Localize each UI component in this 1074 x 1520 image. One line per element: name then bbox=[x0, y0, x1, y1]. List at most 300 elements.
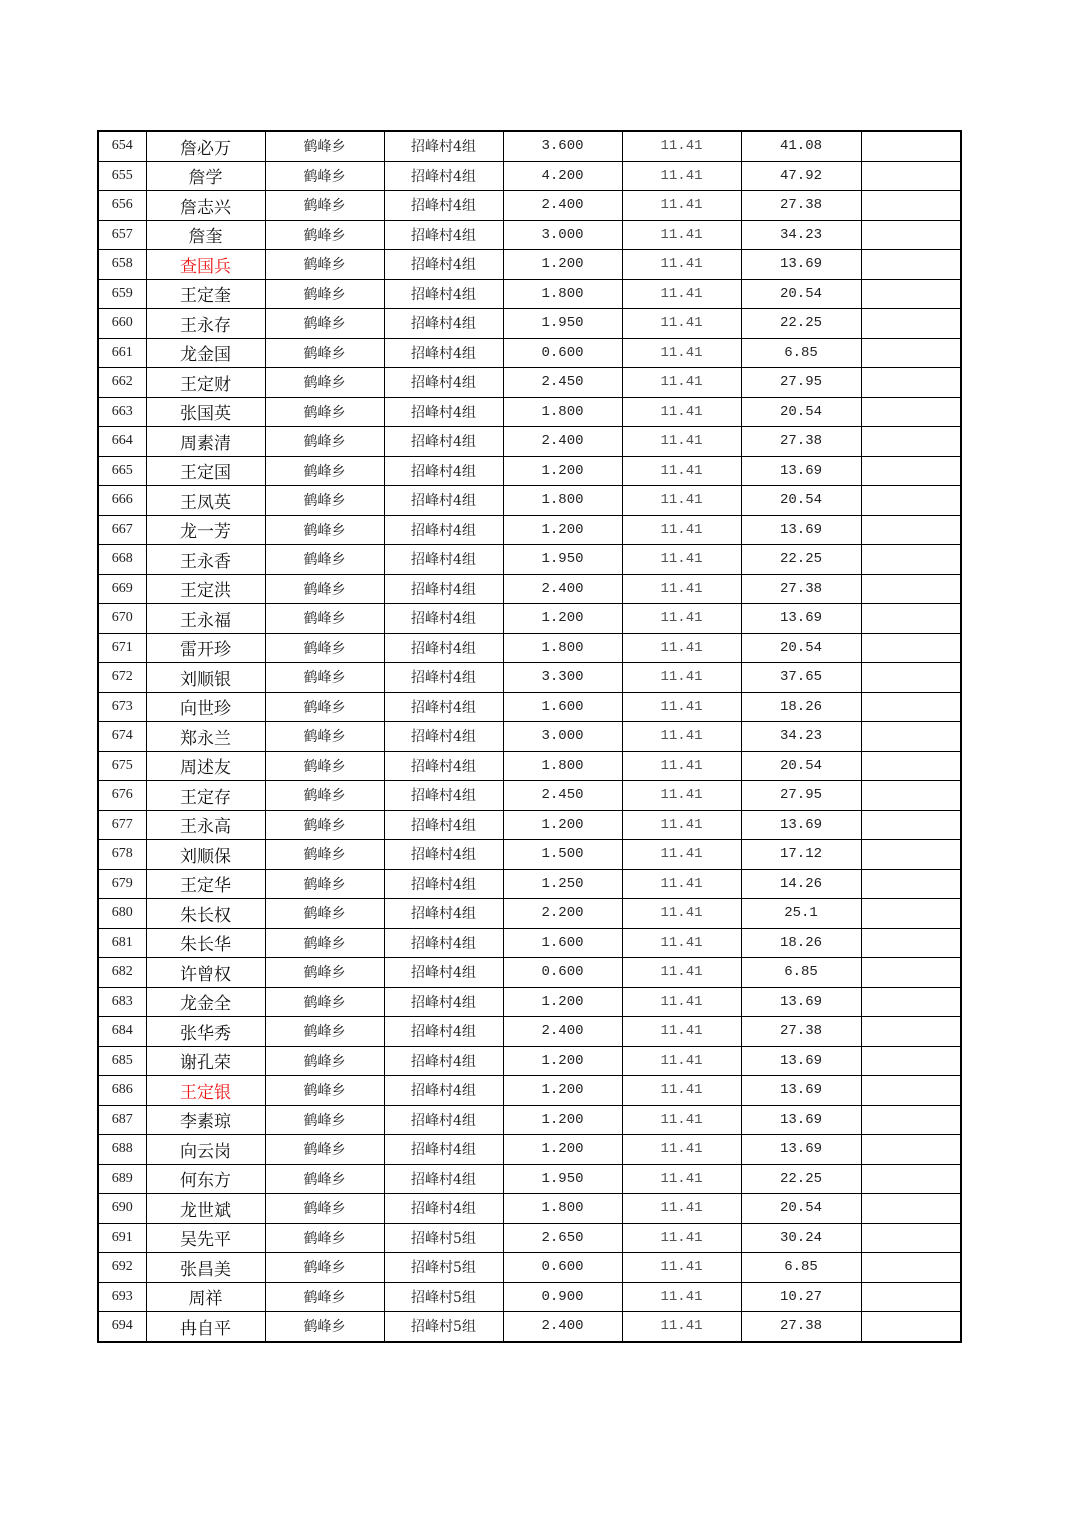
remark-cell bbox=[861, 309, 961, 339]
township-cell: 鹤峰乡 bbox=[265, 368, 384, 398]
village-group-cell: 招峰村4组 bbox=[384, 1017, 503, 1047]
township-cell: 鹤峰乡 bbox=[265, 987, 384, 1017]
remark-cell bbox=[861, 486, 961, 516]
township-cell: 鹤峰乡 bbox=[265, 840, 384, 870]
amount-cell: 47.92 bbox=[741, 161, 861, 191]
rate-cell: 11.41 bbox=[622, 958, 741, 988]
table-row bbox=[98, 633, 961, 663]
area-cell: 4.200 bbox=[503, 161, 622, 191]
village-group-cell: 招峰村4组 bbox=[384, 781, 503, 811]
rate-cell: 11.41 bbox=[622, 279, 741, 309]
table-row bbox=[98, 840, 961, 870]
rate-cell: 11.41 bbox=[622, 1046, 741, 1076]
rate-cell: 11.41 bbox=[622, 810, 741, 840]
area-cell: 3.000 bbox=[503, 722, 622, 752]
remark-cell bbox=[861, 191, 961, 221]
rate-cell: 11.41 bbox=[622, 781, 741, 811]
table-row bbox=[98, 1046, 961, 1076]
township-cell: 鹤峰乡 bbox=[265, 1312, 384, 1342]
name-cell: 詹奎 bbox=[146, 220, 265, 250]
remark-cell bbox=[861, 840, 961, 870]
remark-cell bbox=[861, 958, 961, 988]
township-cell: 鹤峰乡 bbox=[265, 338, 384, 368]
remark-cell bbox=[861, 397, 961, 427]
area-cell: 1.200 bbox=[503, 1105, 622, 1135]
area-cell: 1.950 bbox=[503, 545, 622, 575]
area-cell: 2.450 bbox=[503, 368, 622, 398]
township-cell: 鹤峰乡 bbox=[265, 810, 384, 840]
area-cell: 1.800 bbox=[503, 279, 622, 309]
table-row bbox=[98, 722, 961, 752]
rate-cell: 11.41 bbox=[622, 692, 741, 722]
name-cell: 詹学 bbox=[146, 161, 265, 191]
township-cell: 鹤峰乡 bbox=[265, 220, 384, 250]
amount-cell: 20.54 bbox=[741, 751, 861, 781]
remark-cell bbox=[861, 279, 961, 309]
area-cell: 1.200 bbox=[503, 987, 622, 1017]
name-cell: 张华秀 bbox=[146, 1017, 265, 1047]
name-cell: 李素琼 bbox=[146, 1105, 265, 1135]
amount-cell: 13.69 bbox=[741, 250, 861, 280]
village-group-cell: 招峰村4组 bbox=[384, 250, 503, 280]
township-cell: 鹤峰乡 bbox=[265, 191, 384, 221]
township-cell: 鹤峰乡 bbox=[265, 161, 384, 191]
amount-cell: 22.25 bbox=[741, 1164, 861, 1194]
area-cell: 3.000 bbox=[503, 220, 622, 250]
rate-cell: 11.41 bbox=[622, 515, 741, 545]
village-group-cell: 招峰村4组 bbox=[384, 220, 503, 250]
table-row bbox=[98, 1282, 961, 1312]
amount-cell: 13.69 bbox=[741, 515, 861, 545]
rate-cell: 11.41 bbox=[622, 751, 741, 781]
village-group-cell: 招峰村4组 bbox=[384, 574, 503, 604]
township-cell: 鹤峰乡 bbox=[265, 131, 384, 161]
village-group-cell: 招峰村4组 bbox=[384, 810, 503, 840]
area-cell: 1.500 bbox=[503, 840, 622, 870]
township-cell: 鹤峰乡 bbox=[265, 279, 384, 309]
rate-cell: 11.41 bbox=[622, 574, 741, 604]
rate-cell: 11.41 bbox=[622, 250, 741, 280]
amount-cell: 13.69 bbox=[741, 1105, 861, 1135]
rate-cell: 11.41 bbox=[622, 840, 741, 870]
name-cell: 王定奎 bbox=[146, 279, 265, 309]
name-cell: 吴先平 bbox=[146, 1223, 265, 1253]
name-cell: 许曾权 bbox=[146, 958, 265, 988]
township-cell: 鹤峰乡 bbox=[265, 958, 384, 988]
area-cell: 2.200 bbox=[503, 899, 622, 929]
village-group-cell: 招峰村4组 bbox=[384, 1135, 503, 1165]
rate-cell: 11.41 bbox=[622, 663, 741, 693]
table-row bbox=[98, 161, 961, 191]
remark-cell bbox=[861, 1164, 961, 1194]
name-cell: 王凤英 bbox=[146, 486, 265, 516]
table-row bbox=[98, 869, 961, 899]
remark-cell bbox=[861, 427, 961, 457]
area-cell: 3.600 bbox=[503, 131, 622, 161]
remark-cell bbox=[861, 338, 961, 368]
remark-cell bbox=[861, 545, 961, 575]
table-row bbox=[98, 515, 961, 545]
rate-cell: 11.41 bbox=[622, 1194, 741, 1224]
rate-cell: 11.41 bbox=[622, 427, 741, 457]
row-number-cell: 661 bbox=[98, 338, 146, 368]
area-cell: 1.200 bbox=[503, 1135, 622, 1165]
village-group-cell: 招峰村4组 bbox=[384, 161, 503, 191]
remark-cell bbox=[861, 604, 961, 634]
rate-cell: 11.41 bbox=[622, 309, 741, 339]
township-cell: 鹤峰乡 bbox=[265, 928, 384, 958]
row-number-cell: 674 bbox=[98, 722, 146, 752]
amount-cell: 27.38 bbox=[741, 1312, 861, 1342]
remark-cell bbox=[861, 810, 961, 840]
village-group-cell: 招峰村4组 bbox=[384, 1194, 503, 1224]
row-number-cell: 655 bbox=[98, 161, 146, 191]
row-number-cell: 663 bbox=[98, 397, 146, 427]
row-number-cell: 669 bbox=[98, 574, 146, 604]
amount-cell: 13.69 bbox=[741, 810, 861, 840]
remark-cell bbox=[861, 1312, 961, 1342]
township-cell: 鹤峰乡 bbox=[265, 869, 384, 899]
township-cell: 鹤峰乡 bbox=[265, 781, 384, 811]
village-group-cell: 招峰村4组 bbox=[384, 545, 503, 575]
row-number-cell: 656 bbox=[98, 191, 146, 221]
amount-cell: 13.69 bbox=[741, 1046, 861, 1076]
area-cell: 1.800 bbox=[503, 1194, 622, 1224]
amount-cell: 27.38 bbox=[741, 427, 861, 457]
remark-cell bbox=[861, 1105, 961, 1135]
village-group-cell: 招峰村4组 bbox=[384, 663, 503, 693]
area-cell: 1.250 bbox=[503, 869, 622, 899]
remark-cell bbox=[861, 456, 961, 486]
rate-cell: 11.41 bbox=[622, 338, 741, 368]
area-cell: 1.800 bbox=[503, 397, 622, 427]
rate-cell: 11.41 bbox=[622, 191, 741, 221]
rate-cell: 11.41 bbox=[622, 220, 741, 250]
remark-cell bbox=[861, 1253, 961, 1283]
township-cell: 鹤峰乡 bbox=[265, 250, 384, 280]
remark-cell bbox=[861, 161, 961, 191]
name-cell: 雷开珍 bbox=[146, 633, 265, 663]
table-row bbox=[98, 899, 961, 929]
table-row bbox=[98, 250, 961, 280]
rate-cell: 11.41 bbox=[622, 368, 741, 398]
township-cell: 鹤峰乡 bbox=[265, 574, 384, 604]
amount-cell: 17.12 bbox=[741, 840, 861, 870]
amount-cell: 27.38 bbox=[741, 574, 861, 604]
name-cell: 王永存 bbox=[146, 309, 265, 339]
amount-cell: 13.69 bbox=[741, 456, 861, 486]
row-number-cell: 684 bbox=[98, 1017, 146, 1047]
row-number-cell: 686 bbox=[98, 1076, 146, 1106]
amount-cell: 20.54 bbox=[741, 633, 861, 663]
rate-cell: 11.41 bbox=[622, 1282, 741, 1312]
rate-cell: 11.41 bbox=[622, 456, 741, 486]
rate-cell: 11.41 bbox=[622, 1223, 741, 1253]
amount-cell: 34.23 bbox=[741, 220, 861, 250]
row-number-cell: 691 bbox=[98, 1223, 146, 1253]
table-row bbox=[98, 1017, 961, 1047]
name-cell: 周述友 bbox=[146, 751, 265, 781]
village-group-cell: 招峰村4组 bbox=[384, 840, 503, 870]
village-group-cell: 招峰村4组 bbox=[384, 456, 503, 486]
table-row bbox=[98, 191, 961, 221]
township-cell: 鹤峰乡 bbox=[265, 486, 384, 516]
name-cell: 詹必万 bbox=[146, 131, 265, 161]
village-group-cell: 招峰村5组 bbox=[384, 1223, 503, 1253]
table-row bbox=[98, 309, 961, 339]
township-cell: 鹤峰乡 bbox=[265, 515, 384, 545]
name-cell: 龙金国 bbox=[146, 338, 265, 368]
table-row bbox=[98, 1223, 961, 1253]
table-row bbox=[98, 751, 961, 781]
rate-cell: 11.41 bbox=[622, 1253, 741, 1283]
rate-cell: 11.41 bbox=[622, 1017, 741, 1047]
table-row bbox=[98, 427, 961, 457]
amount-cell: 22.25 bbox=[741, 545, 861, 575]
row-number-cell: 670 bbox=[98, 604, 146, 634]
area-cell: 1.950 bbox=[503, 309, 622, 339]
amount-cell: 13.69 bbox=[741, 987, 861, 1017]
name-cell: 王定洪 bbox=[146, 574, 265, 604]
name-cell: 冉自平 bbox=[146, 1312, 265, 1342]
village-group-cell: 招峰村5组 bbox=[384, 1282, 503, 1312]
table-row bbox=[98, 928, 961, 958]
area-cell: 1.800 bbox=[503, 633, 622, 663]
name-cell: 王定国 bbox=[146, 456, 265, 486]
area-cell: 1.200 bbox=[503, 810, 622, 840]
township-cell: 鹤峰乡 bbox=[265, 397, 384, 427]
data-table bbox=[97, 130, 962, 1343]
village-group-cell: 招峰村4组 bbox=[384, 751, 503, 781]
township-cell: 鹤峰乡 bbox=[265, 692, 384, 722]
name-cell: 朱长权 bbox=[146, 899, 265, 929]
table-row bbox=[98, 131, 961, 161]
rate-cell: 11.41 bbox=[622, 486, 741, 516]
township-cell: 鹤峰乡 bbox=[265, 1017, 384, 1047]
amount-cell: 6.85 bbox=[741, 1253, 861, 1283]
village-group-cell: 招峰村4组 bbox=[384, 1164, 503, 1194]
row-number-cell: 668 bbox=[98, 545, 146, 575]
area-cell: 1.600 bbox=[503, 928, 622, 958]
amount-cell: 20.54 bbox=[741, 486, 861, 516]
village-group-cell: 招峰村4组 bbox=[384, 604, 503, 634]
name-cell: 王定财 bbox=[146, 368, 265, 398]
remark-cell bbox=[861, 1135, 961, 1165]
rate-cell: 11.41 bbox=[622, 633, 741, 663]
name-cell: 詹志兴 bbox=[146, 191, 265, 221]
remark-cell bbox=[861, 1076, 961, 1106]
area-cell: 0.600 bbox=[503, 958, 622, 988]
name-cell: 张国英 bbox=[146, 397, 265, 427]
row-number-cell: 687 bbox=[98, 1105, 146, 1135]
amount-cell: 30.24 bbox=[741, 1223, 861, 1253]
amount-cell: 13.69 bbox=[741, 1076, 861, 1106]
row-number-cell: 654 bbox=[98, 131, 146, 161]
area-cell: 2.450 bbox=[503, 781, 622, 811]
township-cell: 鹤峰乡 bbox=[265, 309, 384, 339]
row-number-cell: 693 bbox=[98, 1282, 146, 1312]
village-group-cell: 招峰村4组 bbox=[384, 633, 503, 663]
village-group-cell: 招峰村4组 bbox=[384, 191, 503, 221]
table-row bbox=[98, 692, 961, 722]
township-cell: 鹤峰乡 bbox=[265, 633, 384, 663]
name-cell: 向云岗 bbox=[146, 1135, 265, 1165]
rate-cell: 11.41 bbox=[622, 397, 741, 427]
table-row bbox=[98, 810, 961, 840]
amount-cell: 25.1 bbox=[741, 899, 861, 929]
name-cell: 查国兵 bbox=[146, 250, 265, 280]
area-cell: 2.400 bbox=[503, 574, 622, 604]
row-number-cell: 672 bbox=[98, 663, 146, 693]
township-cell: 鹤峰乡 bbox=[265, 1105, 384, 1135]
amount-cell: 27.38 bbox=[741, 191, 861, 221]
remark-cell bbox=[861, 1223, 961, 1253]
township-cell: 鹤峰乡 bbox=[265, 1282, 384, 1312]
row-number-cell: 679 bbox=[98, 869, 146, 899]
village-group-cell: 招峰村4组 bbox=[384, 338, 503, 368]
row-number-cell: 667 bbox=[98, 515, 146, 545]
area-cell: 2.400 bbox=[503, 427, 622, 457]
remark-cell bbox=[861, 633, 961, 663]
village-group-cell: 招峰村4组 bbox=[384, 1105, 503, 1135]
village-group-cell: 招峰村4组 bbox=[384, 427, 503, 457]
rate-cell: 11.41 bbox=[622, 1164, 741, 1194]
name-cell: 刘顺保 bbox=[146, 840, 265, 870]
name-cell: 王定存 bbox=[146, 781, 265, 811]
remark-cell bbox=[861, 987, 961, 1017]
row-number-cell: 688 bbox=[98, 1135, 146, 1165]
area-cell: 1.800 bbox=[503, 751, 622, 781]
rate-cell: 11.41 bbox=[622, 899, 741, 929]
rate-cell: 11.41 bbox=[622, 1135, 741, 1165]
area-cell: 1.200 bbox=[503, 250, 622, 280]
amount-cell: 6.85 bbox=[741, 958, 861, 988]
amount-cell: 13.69 bbox=[741, 604, 861, 634]
village-group-cell: 招峰村4组 bbox=[384, 515, 503, 545]
rate-cell: 11.41 bbox=[622, 604, 741, 634]
village-group-cell: 招峰村5组 bbox=[384, 1312, 503, 1342]
rate-cell: 11.41 bbox=[622, 928, 741, 958]
amount-cell: 34.23 bbox=[741, 722, 861, 752]
row-number-cell: 664 bbox=[98, 427, 146, 457]
amount-cell: 14.26 bbox=[741, 869, 861, 899]
row-number-cell: 659 bbox=[98, 279, 146, 309]
row-number-cell: 662 bbox=[98, 368, 146, 398]
row-number-cell: 694 bbox=[98, 1312, 146, 1342]
table-row bbox=[98, 1105, 961, 1135]
remark-cell bbox=[861, 663, 961, 693]
rate-cell: 11.41 bbox=[622, 161, 741, 191]
table-row bbox=[98, 663, 961, 693]
name-cell: 刘顺银 bbox=[146, 663, 265, 693]
remark-cell bbox=[861, 1046, 961, 1076]
amount-cell: 41.08 bbox=[741, 131, 861, 161]
name-cell: 王永高 bbox=[146, 810, 265, 840]
name-cell: 谢孔荣 bbox=[146, 1046, 265, 1076]
rate-cell: 11.41 bbox=[622, 1076, 741, 1106]
remark-cell bbox=[861, 899, 961, 929]
row-number-cell: 689 bbox=[98, 1164, 146, 1194]
amount-cell: 20.54 bbox=[741, 279, 861, 309]
table-row bbox=[98, 397, 961, 427]
table-row bbox=[98, 368, 961, 398]
amount-cell: 27.95 bbox=[741, 368, 861, 398]
row-number-cell: 658 bbox=[98, 250, 146, 280]
amount-cell: 27.95 bbox=[741, 781, 861, 811]
area-cell: 0.600 bbox=[503, 1253, 622, 1283]
row-number-cell: 677 bbox=[98, 810, 146, 840]
row-number-cell: 666 bbox=[98, 486, 146, 516]
amount-cell: 20.54 bbox=[741, 1194, 861, 1224]
village-group-cell: 招峰村4组 bbox=[384, 958, 503, 988]
area-cell: 0.900 bbox=[503, 1282, 622, 1312]
village-group-cell: 招峰村4组 bbox=[384, 692, 503, 722]
area-cell: 1.200 bbox=[503, 515, 622, 545]
name-cell: 向世珍 bbox=[146, 692, 265, 722]
village-group-cell: 招峰村5组 bbox=[384, 1253, 503, 1283]
table-row bbox=[98, 220, 961, 250]
amount-cell: 6.85 bbox=[741, 338, 861, 368]
remark-cell bbox=[861, 131, 961, 161]
village-group-cell: 招峰村4组 bbox=[384, 309, 503, 339]
remark-cell bbox=[861, 928, 961, 958]
remark-cell bbox=[861, 751, 961, 781]
amount-cell: 18.26 bbox=[741, 928, 861, 958]
table-row bbox=[98, 987, 961, 1017]
township-cell: 鹤峰乡 bbox=[265, 899, 384, 929]
name-cell: 何东方 bbox=[146, 1164, 265, 1194]
name-cell: 王定华 bbox=[146, 869, 265, 899]
area-cell: 2.400 bbox=[503, 1017, 622, 1047]
table-row bbox=[98, 958, 961, 988]
name-cell: 王永福 bbox=[146, 604, 265, 634]
row-number-cell: 671 bbox=[98, 633, 146, 663]
remark-cell bbox=[861, 1017, 961, 1047]
village-group-cell: 招峰村4组 bbox=[384, 899, 503, 929]
village-group-cell: 招峰村4组 bbox=[384, 869, 503, 899]
township-cell: 鹤峰乡 bbox=[265, 1164, 384, 1194]
township-cell: 鹤峰乡 bbox=[265, 1253, 384, 1283]
table-row bbox=[98, 574, 961, 604]
row-number-cell: 673 bbox=[98, 692, 146, 722]
area-cell: 0.600 bbox=[503, 338, 622, 368]
table-row bbox=[98, 1253, 961, 1283]
table-row bbox=[98, 1194, 961, 1224]
name-cell: 郑永兰 bbox=[146, 722, 265, 752]
village-group-cell: 招峰村4组 bbox=[384, 486, 503, 516]
village-group-cell: 招峰村4组 bbox=[384, 397, 503, 427]
township-cell: 鹤峰乡 bbox=[265, 1046, 384, 1076]
table-row bbox=[98, 486, 961, 516]
area-cell: 1.950 bbox=[503, 1164, 622, 1194]
row-number-cell: 678 bbox=[98, 840, 146, 870]
table-row bbox=[98, 1076, 961, 1106]
township-cell: 鹤峰乡 bbox=[265, 604, 384, 634]
remark-cell bbox=[861, 574, 961, 604]
row-number-cell: 692 bbox=[98, 1253, 146, 1283]
area-cell: 1.200 bbox=[503, 604, 622, 634]
table-row bbox=[98, 279, 961, 309]
village-group-cell: 招峰村4组 bbox=[384, 1076, 503, 1106]
row-number-cell: 681 bbox=[98, 928, 146, 958]
amount-cell: 18.26 bbox=[741, 692, 861, 722]
table-row bbox=[98, 338, 961, 368]
row-number-cell: 665 bbox=[98, 456, 146, 486]
table-row bbox=[98, 456, 961, 486]
remark-cell bbox=[861, 1194, 961, 1224]
name-cell: 龙金全 bbox=[146, 987, 265, 1017]
township-cell: 鹤峰乡 bbox=[265, 1076, 384, 1106]
